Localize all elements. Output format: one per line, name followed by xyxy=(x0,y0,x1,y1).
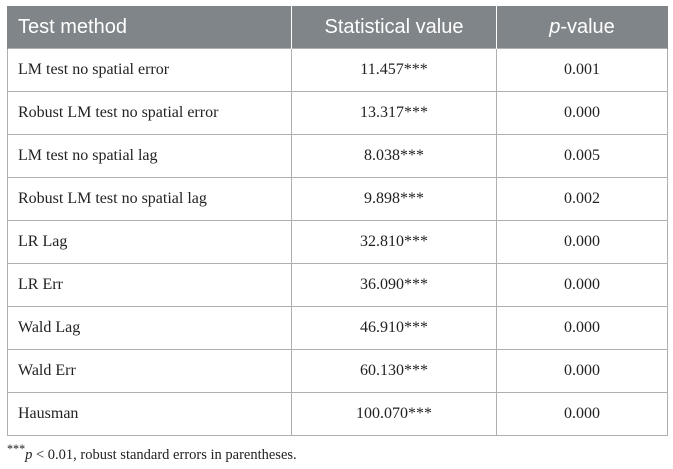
header-p-rest: -value xyxy=(560,15,615,38)
cell-method: Wald Lag xyxy=(8,307,292,350)
header-p-value xyxy=(497,6,668,49)
table-row xyxy=(8,135,668,178)
table-row xyxy=(8,49,668,92)
footnote-text: < 0.01, robust standard errors in parentheses. xyxy=(32,446,297,463)
header-p-italic: p xyxy=(549,15,561,38)
cell-p: 0.002 xyxy=(497,178,668,221)
header-test-method: Test method xyxy=(8,6,292,49)
table-header-row xyxy=(8,6,668,49)
cell-p: 0.000 xyxy=(497,92,668,135)
cell-method: Robust LM test no spatial error xyxy=(8,92,292,135)
cell-method: LR Err xyxy=(8,264,292,307)
cell-p: 0.000 xyxy=(497,221,668,264)
cell-p: 0.000 xyxy=(497,350,668,393)
cell-stat: 100.070*** xyxy=(292,393,497,436)
cell-p: 0.000 xyxy=(497,393,668,436)
cell-method: LM test no spatial error xyxy=(8,49,292,92)
cell-stat: 32.810*** xyxy=(292,221,497,264)
table-row xyxy=(8,178,668,221)
results-table-container xyxy=(7,6,667,436)
table-row xyxy=(8,307,668,350)
cell-p: 0.000 xyxy=(497,307,668,350)
table-row xyxy=(8,92,668,135)
cell-p: 0.005 xyxy=(497,135,668,178)
table-row xyxy=(8,393,668,436)
cell-stat: 46.910*** xyxy=(292,307,497,350)
table-row xyxy=(8,264,668,307)
cell-stat: 60.130*** xyxy=(292,350,497,393)
cell-method: LR Lag xyxy=(8,221,292,264)
table-row xyxy=(8,221,668,264)
cell-p: 0.000 xyxy=(497,264,668,307)
cell-method: Wald Err xyxy=(8,350,292,393)
footnote-p-italic: p xyxy=(25,446,33,463)
results-table xyxy=(7,6,668,436)
cell-stat: 9.898*** xyxy=(292,178,497,221)
cell-stat: 13.317*** xyxy=(292,92,497,135)
cell-p: 0.001 xyxy=(497,49,668,92)
cell-stat: 11.457*** xyxy=(292,49,497,92)
cell-method: LM test no spatial lag xyxy=(8,135,292,178)
table-footnote xyxy=(7,442,297,464)
cell-stat: 8.038*** xyxy=(292,135,497,178)
footnote-stars: *** xyxy=(7,442,26,456)
table-row xyxy=(8,350,668,393)
header-statistical-value: Statistical value xyxy=(292,6,497,49)
cell-stat: 36.090*** xyxy=(292,264,497,307)
cell-method: Robust LM test no spatial lag xyxy=(8,178,292,221)
cell-method: Hausman xyxy=(8,393,292,436)
